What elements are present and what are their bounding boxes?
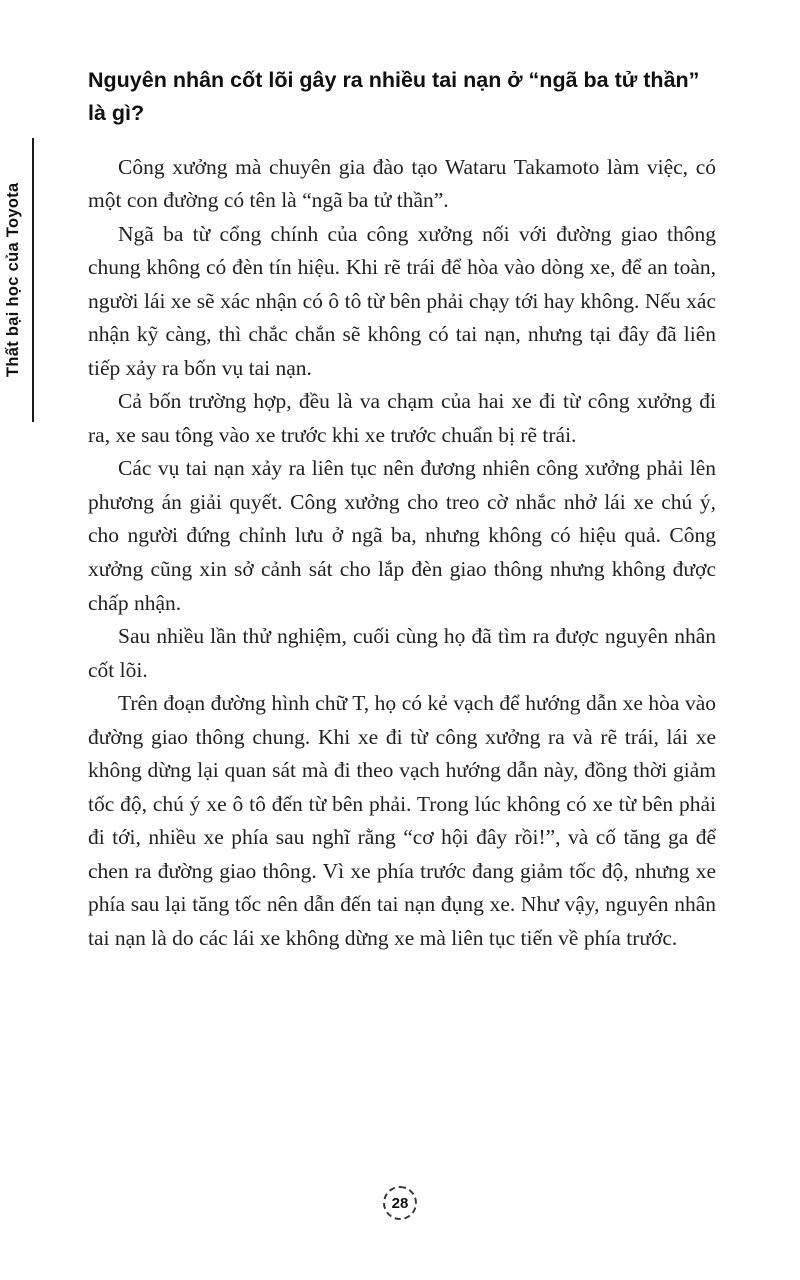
paragraph-3: Cả bốn trường hợp, đều là va chạm của hai xe đi từ công xưởng đi ra, xe sau tông vào xe trước khi xe trước chuẩn bị rẽ trái. [88,389,716,447]
paragraph-6: Trên đoạn đường hình chữ T, họ có kẻ vạch để hướng dẫn xe hòa vào đường giao thông chung. Khi xe đi từ công xưởng ra và rẽ trái, lái xe không dừng lại quan sát mà đi theo vạch hướng dẫn này, đồng thời giảm tốc độ, chú ý xe ô tô đến từ bên phải. Trong lúc không có xe từ bên phải đi tới, nhiều xe phía sau nghĩ rằng “cơ hội đây rồi!”, và cố tăng ga để chen ra đường giao thông. Vì xe phía trước đang giảm tốc độ, nhưng xe phía sau lại tăng tốc nên dẫn đến tai nạn đụng xe. Như vậy, nguyên nhân tai nạn là do các lái xe không dừng xe mà liên tục tiến về phía trước. [88,691,716,950]
paragraph-4: Các vụ tai nạn xảy ra liên tục nên đương nhiên công xưởng phải lên phương án giải quyết. Công xưởng cho treo cờ nhắc nhở lái xe chú ý, cho người đứng chỉnh lưu ở ngã ba, nhưng không có hiệu quả. Công xưởng cũng xin sở cảnh sát cho lắp đèn giao thông nhưng không được chấp nhận. [88,456,716,615]
sidebar [0,138,36,422]
section-heading: Nguyên nhân cốt lõi gây ra nhiều tai nạn ở “ngã ba tử thần” là gì? [88,68,700,126]
paragraph-2: Ngã ba từ cổng chính của công xưởng nối với đường giao thông chung không có đèn tín hiệu. Khi rẽ trái để hòa vào dòng xe, để an toàn, người lái xe sẽ xác nhận có ô tô từ bên phải chạy tới hay không. Nếu xác nhận kỹ càng, thì chắc chắn sẽ không có tai nạn, nhưng tại đây đã liên tiếp xảy ra bốn vụ tai nạn. [88,221,716,380]
book-title-vertical: Thất bại học của Toyota [4,182,22,378]
paragraph-1: Công xưởng mà chuyên gia đào tạo Wataru Takamoto làm việc, có một con đường có tên là “ngã ba tử thần”. [88,154,716,213]
paragraph-5: Sau nhiều lần thử nghiệm, cuối cùng họ đã tìm ra được nguyên nhân cốt lõi. [88,624,716,682]
page-footer [0,1186,800,1220]
sidebar-divider-line [32,138,34,422]
page-content [88,64,716,955]
page-number: 28 [383,1186,417,1220]
